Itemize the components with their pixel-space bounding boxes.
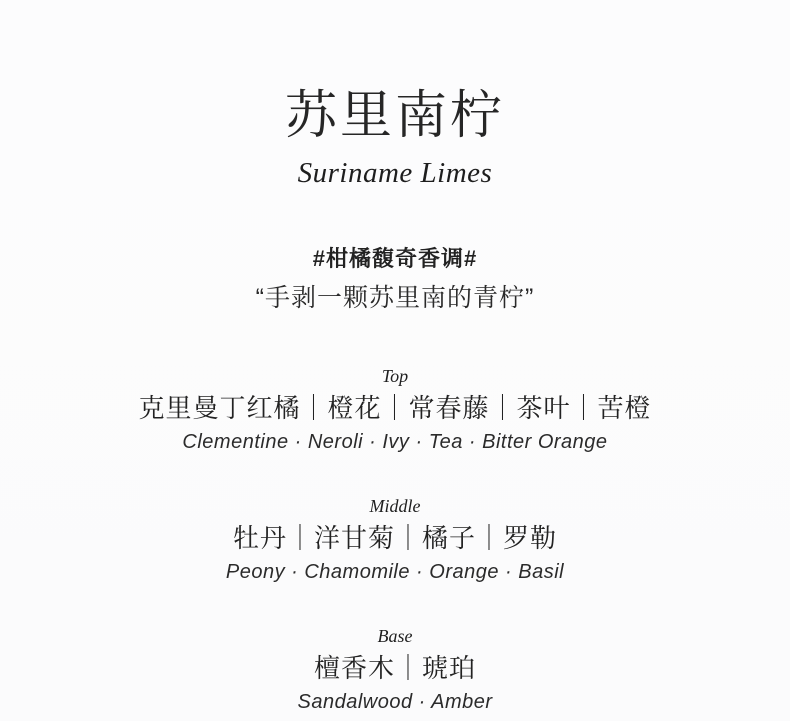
- note-tier-label: Middle: [369, 496, 421, 516]
- product-title-english: Suriname Limes: [297, 157, 493, 189]
- product-title-chinese: 苏里南柠: [284, 87, 505, 145]
- note-ingredients-chinese: 檀香木｜琥珀: [313, 653, 476, 683]
- note-tier-label: Base: [377, 626, 413, 646]
- note-ingredients-english: Sandalwood · Amber: [297, 691, 493, 713]
- note-ingredients-english: Peony · Chamomile · Orange · Basil: [225, 561, 565, 583]
- note-ingredients-chinese: 克里曼丁红橘｜橙花｜常春藤｜茶叶｜苦橙: [138, 393, 652, 423]
- note-tier-label: Top: [381, 366, 409, 386]
- note-ingredients-english: Clementine · Neroli · Ivy · Tea · Bitter Orange: [182, 431, 608, 453]
- note-section-middle: [226, 496, 564, 584]
- note-ingredients-chinese: 牡丹｜洋甘菊｜橘子｜罗勒: [232, 523, 557, 553]
- note-section-base: [297, 626, 492, 714]
- note-section-top: [138, 366, 651, 454]
- slogan-quote: “手剥一颗苏里南的青柠”: [255, 284, 535, 312]
- fragrance-family-tagline: #柑橘馥奇香调#: [312, 246, 478, 271]
